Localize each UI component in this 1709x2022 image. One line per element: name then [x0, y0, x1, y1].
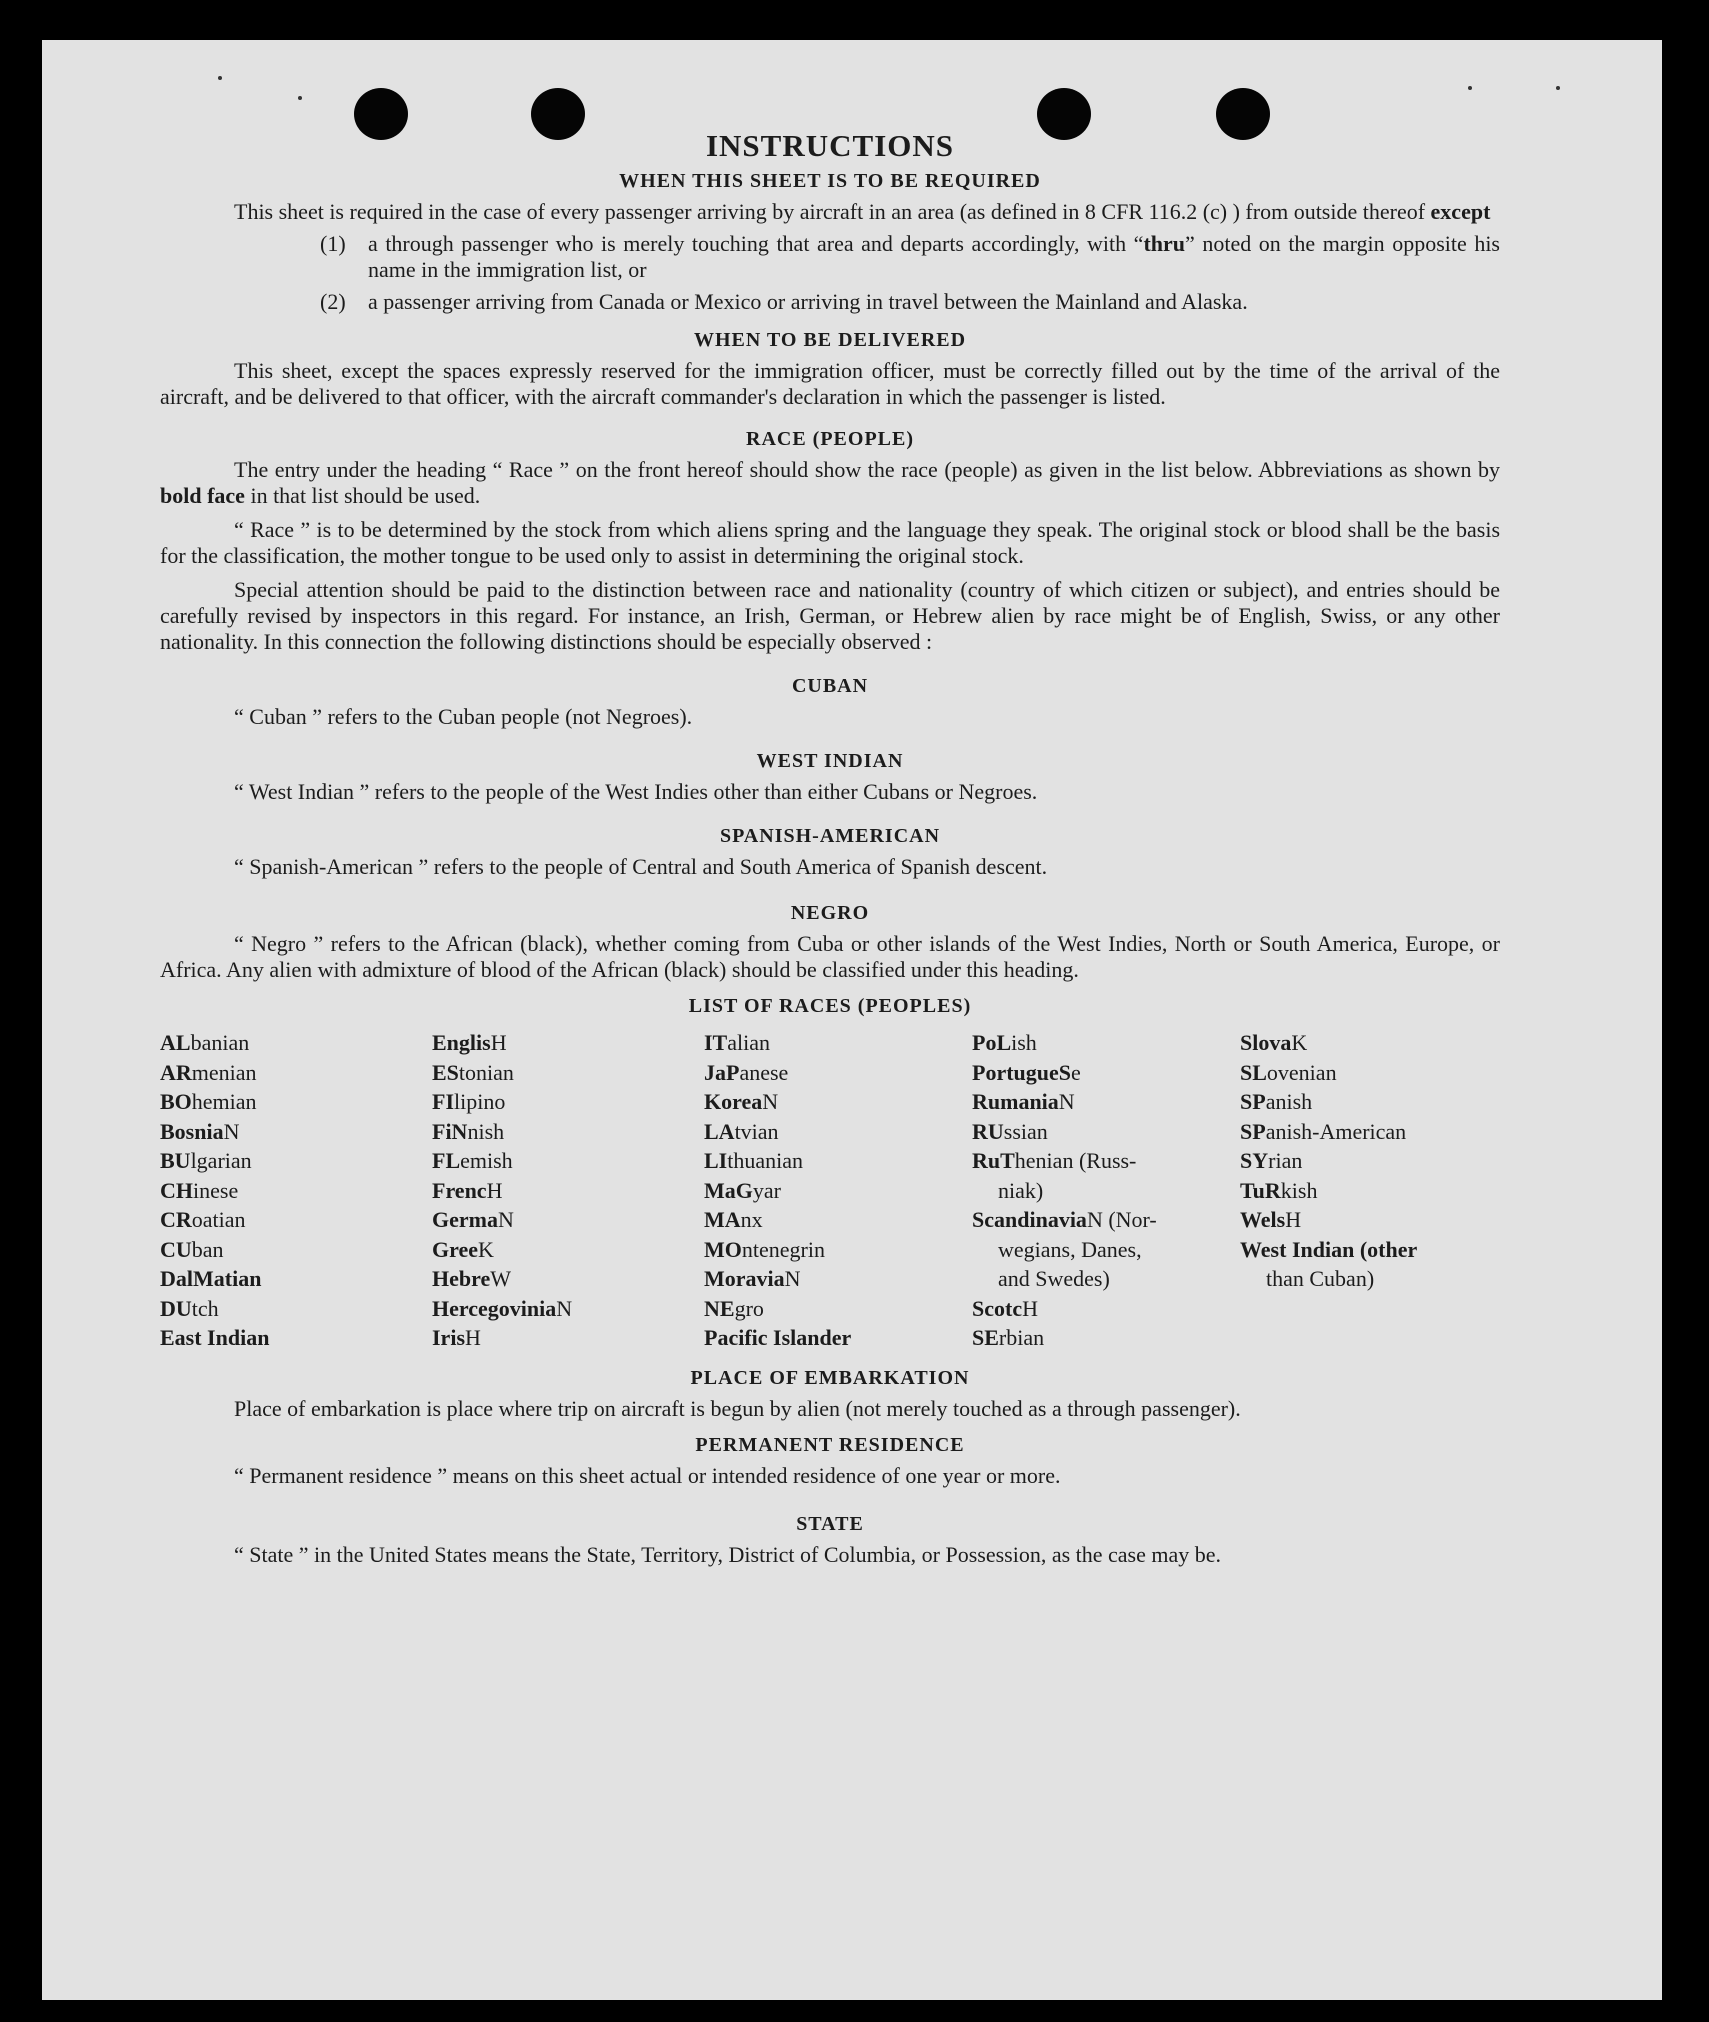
race-entry: JaPanese	[704, 1059, 789, 1085]
paragraph-cuban: “ Cuban ” refers to the Cuban people (not Negroes).	[234, 704, 693, 729]
item-number: (1)	[320, 231, 346, 256]
text: ” noted on the margin opposite his name in the immigration list, or	[368, 231, 1500, 282]
paragraph-race-2: “ Race ” is to be determined by the stock from which aliens spring and the language they speak. The original stock or blood shall be the basis for the classification, the mother tongue to be used only to assist in determining the original stock.	[160, 517, 1500, 568]
race-entry: East Indian	[160, 1325, 270, 1350]
race-entry: FiNnish	[432, 1118, 505, 1144]
paragraph-race-1	[160, 457, 1500, 509]
race-entry: PoLish	[972, 1030, 1037, 1055]
race-entry: FLemish	[432, 1148, 513, 1173]
speck	[1556, 86, 1560, 90]
race-entry: GermaN	[432, 1207, 514, 1232]
race-entry: MAnx	[704, 1207, 763, 1232]
race-entry: SLovenian	[1240, 1059, 1337, 1085]
race-entry: GreeK	[432, 1236, 494, 1262]
race-entry: MaGyar	[704, 1177, 781, 1203]
race-entry: ScotcH	[972, 1295, 1038, 1321]
item-number: (2)	[320, 289, 346, 314]
heading-list-of-races: LIST OF RACES (PEOPLES)	[688, 995, 972, 1017]
race-entry: DalMatian	[160, 1266, 262, 1291]
race-column	[704, 1028, 972, 1353]
heading-when-required: WHEN THIS SHEET IS TO BE REQUIRED	[619, 170, 1041, 192]
race-entry: PortugueSe	[972, 1059, 1081, 1085]
race-entry: wegians, Danes,	[998, 1236, 1142, 1262]
text: a through passenger who is merely touching that area and departs accordingly, with “	[368, 231, 1144, 256]
race-entry: SlovaK	[1240, 1030, 1308, 1055]
race-entry: SPanish	[1240, 1089, 1313, 1114]
race-entry: NEgro	[704, 1295, 764, 1321]
race-entry: BUlgarian	[160, 1148, 252, 1173]
text: This sheet is required in the case of every passenger arriving by aircraft in an area (as defined in 8 CFR 116.2 (c) ) from outside thereof	[234, 199, 1426, 224]
race-column	[1240, 1028, 1500, 1353]
heading-state: STATE	[796, 1512, 864, 1535]
item-text: a passenger arriving from Canada or Mexico or arriving in travel between the Mainland and Alaska.	[368, 289, 1248, 314]
speck	[218, 76, 222, 80]
race-entry: SErbian	[972, 1325, 1045, 1350]
race-entry: SYrian	[1240, 1148, 1303, 1173]
list-item	[320, 231, 1500, 283]
heading-west-indian: WEST INDIAN	[756, 750, 904, 772]
paragraph-race-3: Special attention should be paid to the distinction between race and nationality (country of which citizen or subject), and entries should be carefully revised by inspectors in this regard. For instance, an Irish, German, or Hebrew alien by race might be of English, Swiss, or any other nationality. In this connection the following distinctions should be especially observed :	[160, 577, 1500, 654]
instructions-content	[160, 128, 1500, 1568]
speck	[1468, 86, 1472, 90]
race-list	[160, 1028, 1500, 1353]
bold-text: thru	[1143, 231, 1186, 256]
paragraph-west-indian: “ West Indian ” refers to the people of the West Indies other than either Cubans or Negroes.	[234, 779, 1038, 804]
race-entry: MoraviaN	[704, 1266, 801, 1291]
race-entry: BosniaN	[160, 1118, 240, 1144]
list-item	[320, 289, 1500, 315]
bold-text: except	[1430, 199, 1491, 224]
race-entry: IrisH	[432, 1325, 481, 1350]
race-column	[160, 1028, 432, 1353]
paragraph-spanish-american: “ Spanish-American ” refers to the people of Central and South America of Spanish descent.	[234, 854, 1048, 879]
page-title: INSTRUCTIONS	[705, 128, 954, 163]
race-entry: KoreaN	[704, 1089, 779, 1114]
paragraph-permanent-residence: “ Permanent residence ” means on this sheet actual or intended residence of one year or more.	[234, 1462, 1061, 1488]
race-entry: RUssian	[972, 1118, 1048, 1144]
paragraph-when-delivered: This sheet, except the spaces expressly reserved for the immigration officer, must be correctly filled out by the time of the arrival of the aircraft, and be delivered to that officer, with the aircraft commander's declaration in which the passenger is listed.	[160, 358, 1500, 409]
race-entry: BOhemian	[160, 1089, 257, 1114]
race-entry: FrencH	[432, 1177, 503, 1203]
text: in that list should be used.	[250, 483, 481, 508]
race-entry: CRoatian	[160, 1207, 246, 1232]
race-column	[432, 1028, 704, 1353]
paragraph-negro: “ Negro ” refers to the African (black), whether coming from Cuba or other islands of the West Indies, North or South America, Europe, or Africa. Any alien with admixture of blood of the African (black) should be classified under this heading.	[160, 931, 1500, 982]
race-entry: TuRkish	[1240, 1177, 1318, 1203]
race-entry: HebreW	[432, 1266, 512, 1291]
paragraph-state: “ State ” in the United States means the State, Territory, District of Columbia, or Possession, as the case may be.	[234, 1541, 1222, 1567]
race-entry: CHinese	[160, 1177, 239, 1203]
heading-spanish-american: SPANISH-AMERICAN	[719, 825, 941, 847]
race-entry: than Cuban)	[1266, 1266, 1375, 1291]
speck	[298, 96, 302, 100]
heading-race: RACE (PEOPLE)	[746, 428, 914, 450]
race-entry: DUtch	[160, 1295, 219, 1321]
heading-permanent-residence: PERMANENT RESIDENCE	[695, 1433, 965, 1456]
race-entry: ARmenian	[160, 1059, 257, 1085]
race-entry: LAtvian	[704, 1118, 779, 1144]
item-text	[368, 231, 1500, 283]
race-entry: SPanish-American	[1240, 1118, 1407, 1144]
paragraph-embarkation: Place of embarkation is place where trip on aircraft is begun by alien (not merely touched as a through passenger).	[234, 1395, 1241, 1421]
race-entry: HercegoviniaN	[432, 1295, 573, 1321]
race-entry: FIlipino	[432, 1089, 506, 1114]
race-entry: CUban	[160, 1236, 224, 1262]
bold-text: bold face	[160, 483, 245, 508]
race-entry: ITalian	[704, 1030, 771, 1055]
race-entry: ScandinaviaN (Nor-	[972, 1207, 1157, 1232]
text: The entry under the heading “ Race ” on the front hereof should show the race (people) as given in the list below. Abbreviations as shown by	[234, 457, 1500, 482]
heading-cuban: CUBAN	[791, 675, 869, 697]
race-entry: West Indian (other	[1240, 1236, 1418, 1262]
race-entry: RumaniaN	[972, 1089, 1075, 1114]
heading-when-delivered: WHEN TO BE DELIVERED	[693, 329, 967, 351]
race-entry: EnglisH	[432, 1030, 507, 1055]
race-entry: Pacific Islander	[704, 1325, 852, 1350]
race-entry: ALbanian	[160, 1030, 250, 1055]
paragraph-when-required	[160, 199, 1500, 225]
race-entry: LIthuanian	[704, 1148, 804, 1173]
race-entry: MOntenegrin	[704, 1236, 825, 1262]
race-entry: EStonian	[432, 1059, 514, 1085]
race-entry: RuThenian (Russ-	[972, 1148, 1137, 1173]
race-entry: niak)	[998, 1177, 1044, 1203]
heading-embarkation: PLACE OF EMBARKATION	[690, 1366, 970, 1389]
race-entry: and Swedes)	[998, 1266, 1110, 1291]
race-entry: WelsH	[1240, 1207, 1302, 1232]
race-column	[972, 1028, 1240, 1353]
heading-negro: NEGRO	[790, 902, 870, 924]
